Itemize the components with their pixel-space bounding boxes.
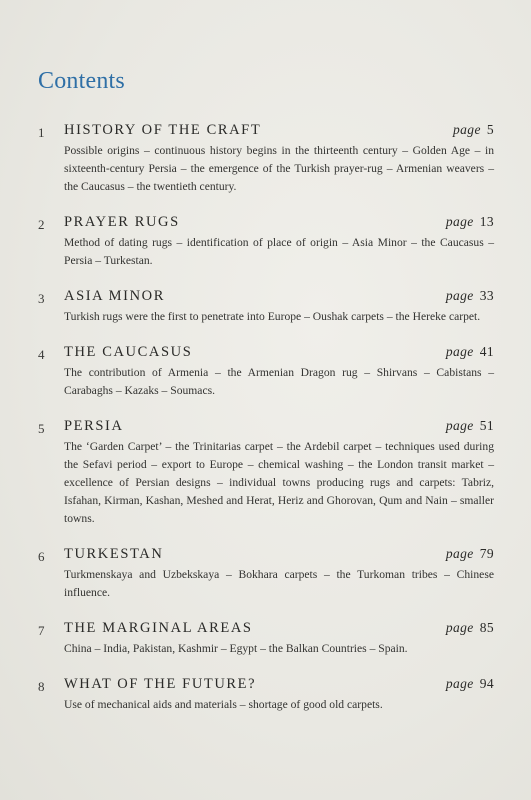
entry-page-ref (446, 676, 494, 692)
entry-description: Use of mechanical aids and materials – shortage of good old carpets. (64, 698, 383, 711)
entry-description: Method of dating rugs – identification of place of origin – Asia Minor – the Caucasus – Persia – Turkestan. (64, 236, 494, 267)
page-word: page (445, 418, 474, 433)
entry-title: THE MARGINAL AREAS (64, 620, 253, 636)
page-word: page (445, 620, 474, 635)
entry-page-number: 85 (479, 620, 494, 635)
entry-page-ref (446, 418, 494, 434)
entry-number: 8 (38, 679, 45, 694)
page-word: page (445, 676, 474, 691)
entry-header (64, 676, 494, 696)
entry-title: PRAYER RUGS (64, 214, 180, 230)
entry-number: 6 (38, 549, 45, 564)
entry-number: 7 (38, 623, 45, 638)
page-word: page (453, 122, 481, 137)
entry-page-number: 13 (479, 214, 494, 229)
entry-header (64, 546, 494, 566)
entry-header (64, 344, 494, 364)
entry-page-number: 94 (479, 676, 494, 691)
entry-title: WHAT OF THE FUTURE? (64, 676, 257, 692)
entry-page-ref (446, 546, 494, 562)
entry-page-ref (446, 214, 494, 230)
entry-page-number: 33 (479, 288, 494, 303)
entry-page-number: 79 (479, 546, 494, 561)
entry-number: 1 (38, 125, 45, 140)
entry-description: The ‘Garden Carpet’ – the Trinitarias carpet – the Ardebil carpet – techniques used during the Sefavi period – export to Europe – chemical washing – the London transit market – excellence of Persian designs – individual towns producing rugs and carpets: Tabriz, Isfahan, Kirman, Kashan, Meshed and Herat, Heriz and Ghorovan, Qum and Nain – smaller towns. (64, 440, 494, 525)
entry-header (64, 122, 494, 142)
page-title: Contents (38, 68, 125, 94)
entry-title: THE CAUCASUS (64, 344, 193, 360)
entry-title: TURKESTAN (64, 546, 164, 562)
entry-number: 4 (38, 347, 45, 362)
entry-header (64, 288, 494, 308)
entry-title: ASIA MINOR (64, 288, 165, 304)
entry-page-number: 5 (486, 122, 494, 137)
contents-entry (38, 546, 494, 602)
entry-page-ref (453, 122, 494, 138)
contents-entry (38, 418, 494, 528)
entry-page-ref (446, 288, 494, 304)
entry-header (64, 214, 494, 234)
contents-entry (38, 620, 494, 658)
entry-header (64, 620, 494, 640)
entry-page-ref (446, 620, 494, 636)
entry-title: HISTORY OF THE CRAFT (64, 122, 262, 138)
entry-description: Turkmenskaya and Uzbekskaya – Bokhara carpets – the Turkoman tribes – Chinese influence. (64, 568, 494, 599)
page-word: page (445, 288, 474, 303)
contents-entry (38, 122, 494, 196)
contents-entry (38, 214, 494, 270)
entry-description: The contribution of Armenia – the Armenian Dragon rug – Shirvans – Cabistans – Carabaghs – Kazaks – Soumacs. (64, 366, 494, 397)
contents-entry (38, 676, 494, 714)
entry-description: Turkish rugs were the first to penetrate into Europe – Oushak carpets – the Hereke carpet. (64, 310, 481, 323)
contents-list (38, 122, 494, 732)
contents-entry (38, 288, 494, 326)
entry-number: 2 (38, 217, 45, 232)
entry-page-ref (446, 344, 494, 360)
entry-number: 5 (38, 421, 45, 436)
page-word: page (445, 344, 474, 359)
entry-number: 3 (38, 291, 45, 306)
entry-header (64, 418, 494, 438)
page-word: page (445, 214, 474, 229)
entry-description: China – India, Pakistan, Kashmir – Egypt – the Balkan Countries – Spain. (64, 642, 408, 655)
entry-title: PERSIA (64, 418, 124, 434)
entry-page-number: 51 (479, 418, 494, 433)
page-word: page (445, 546, 474, 561)
entry-page-number: 41 (479, 344, 494, 359)
contents-entry (38, 344, 494, 400)
entry-description: Possible origins – continuous history begins in the thirteenth century – Golden Age – in sixteenth-century Persia – the emergence of the Turkish prayer-rug – Armenian weavers – the Caucasus – the twentieth century. (64, 144, 494, 193)
